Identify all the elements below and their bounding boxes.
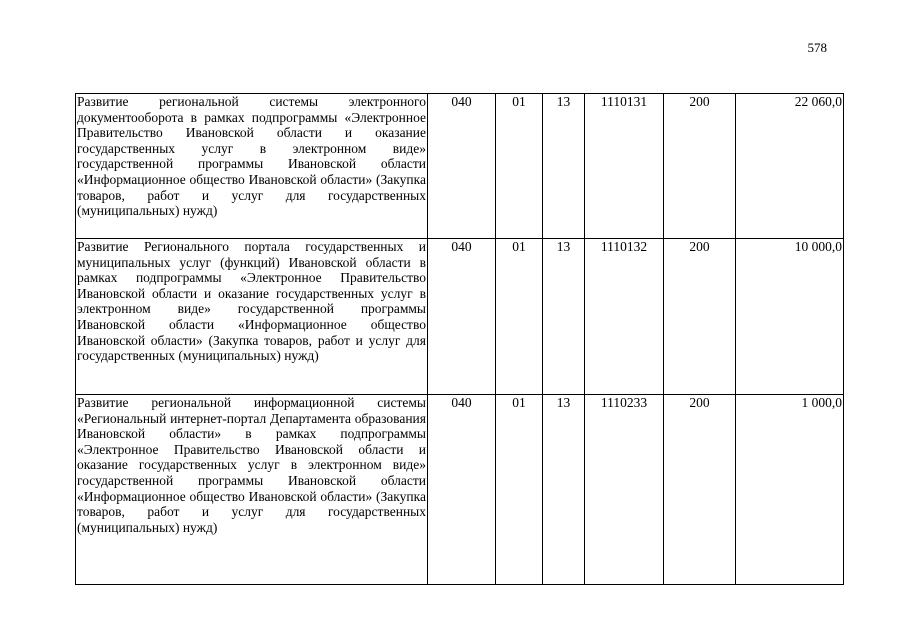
- row-subsection-code: 13: [543, 239, 585, 395]
- row-subsection-code: 13: [543, 94, 585, 239]
- row-expense-type: 200: [664, 239, 736, 395]
- table-row: [76, 395, 844, 585]
- row-section-code: 01: [496, 239, 543, 395]
- row-section-code: 01: [496, 395, 543, 585]
- row-section-code: 01: [496, 94, 543, 239]
- table-row: [76, 94, 844, 239]
- row-description: Развитие Регионального портала государственных и муниципальных услуг (функций) Ивановской области в рамках подпрограммы «Электронное Правительство Ивановской области и оказание государственных услуг в электронном виде» государственной программы Ивановской области «Информационное общество Ивановской области» (Закупка товаров, работ и услуг для государственных (муниципальных) нужд): [76, 239, 428, 395]
- row-description: Развитие региональной информационной системы «Региональный интернет-портал Департамента образования Ивановской области» в рамках подпрограммы «Электронное Правительство Ивановской области и оказание государственных услуг в электронном виде» государственной программы Ивановской области «Информационное общество Ивановской области» (Закупка товаров, работ и услуг для государственных (муниципальных) нужд): [76, 395, 428, 585]
- row-expense-type: 200: [664, 94, 736, 239]
- page-number: 578: [807, 40, 827, 55]
- row-expense-type: 200: [664, 395, 736, 585]
- row-amount: 22 060,0: [736, 94, 844, 239]
- row-ministry-code: 040: [428, 94, 496, 239]
- row-subsection-code: 13: [543, 395, 585, 585]
- table-row: [76, 239, 844, 395]
- row-target-article: 1110233: [585, 395, 664, 585]
- row-amount: 10 000,0: [736, 239, 844, 395]
- row-ministry-code: 040: [428, 395, 496, 585]
- row-target-article: 1110131: [585, 94, 664, 239]
- row-ministry-code: 040: [428, 239, 496, 395]
- row-description: Развитие региональной системы электронного документооборота в рамках подпрограммы «Электронное Правительство Ивановской области и оказание государственных услуг в электронном виде» государственной программы Ивановской области «Информационное общество Ивановской области» (Закупка товаров, работ и услуг для государственных (муниципальных) нужд): [76, 94, 428, 239]
- row-amount: 1 000,0: [736, 395, 844, 585]
- budget-table: [75, 93, 844, 585]
- row-target-article: 1110132: [585, 239, 664, 395]
